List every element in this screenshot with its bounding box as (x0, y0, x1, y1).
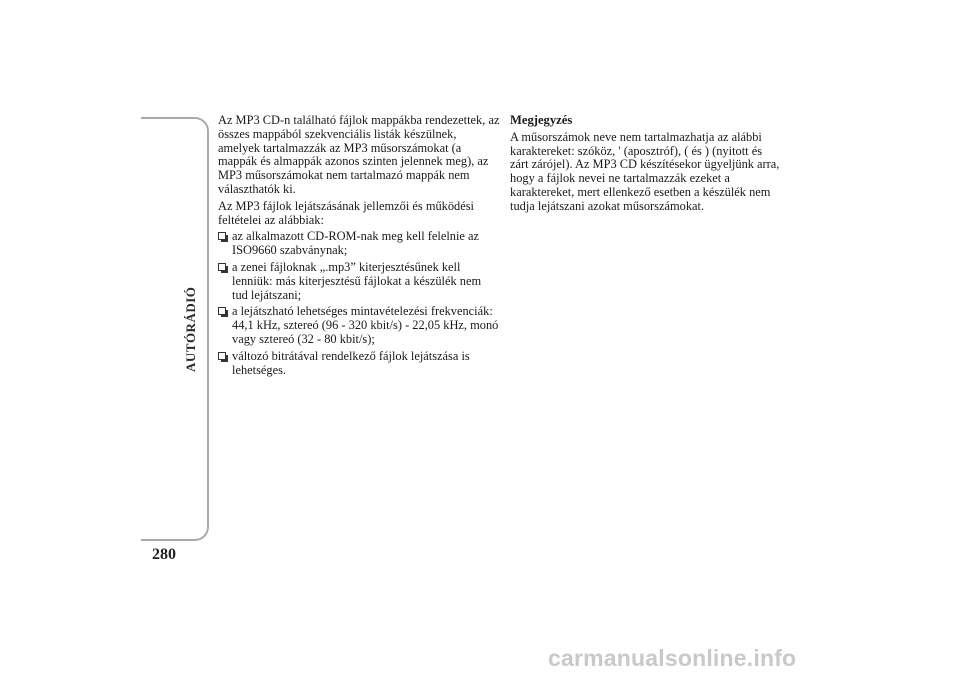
list-item (218, 230, 500, 258)
list-item-text: a zenei fájloknak „.mp3” kiterjesztésűnek kell lenniük: más kiterjesztésű fájlokat a készülék nem tud lejátszani; (232, 259, 482, 302)
list-item (218, 305, 500, 346)
list-item-text: a lejátszható lehetséges mintavételezési frekvenciák: 44,1 kHz, sztereó (96 - 320 kbit/s) - 22,05 kHz, monó vagy sztereó (32 - 80 kbit/s); (232, 304, 499, 346)
list-item-text: változó bitrátával rendelkező fájlok lejátszása is lehetséges. (232, 348, 470, 377)
checkbox-bullet-icon (218, 307, 226, 315)
list-item-text: az alkalmazott CD-ROM-nak meg kell felelnie az ISO9660 szabványnak; (232, 229, 480, 258)
checkbox-bullet-icon (218, 232, 226, 240)
checkbox-bullet-icon (218, 352, 226, 360)
section-label: AUTÓRÁDIÓ (183, 286, 198, 372)
list-item (218, 350, 500, 378)
left-column (218, 114, 500, 380)
note-heading: Megjegyzés (510, 113, 573, 127)
note-paragraph: A műsorszámok neve nem tartalmazhatja az alábbi karaktereket: szóköz, ' (aposztróf), ( és ) (nyitott és zárt zárójel). Az MP3 CD készítésekor ügyeljünk arra, hogy a fájlok nevei ne tartalmazzák ezeket a karaktereket, mert ellenkező esetben a készülék nem tudja lejátszani azokat műsorszámokat. (510, 129, 780, 213)
paragraph-mp3-conditions: Az MP3 fájlok lejátszásának jellemzői és működési feltételei az alábbiak: (218, 198, 475, 227)
paragraph-mp3-folders: Az MP3 CD-n található fájlok mappákba rendezettek, az összes mappából szekvenciális listák készülnek, amelyek tartalmazzák az MP3 műsorszámokat (a mappák és almappák azonos szinten jelennek meg), az MP3 műsorszámokat nem tartalmazó mappák nem választhatók ki. (218, 113, 500, 196)
watermark: carmanualsonline.info (548, 645, 797, 671)
page-number: 280 (152, 546, 176, 563)
list-item (218, 261, 500, 302)
right-column (510, 114, 782, 217)
conditions-list (218, 230, 500, 377)
checkbox-bullet-icon (218, 263, 226, 271)
